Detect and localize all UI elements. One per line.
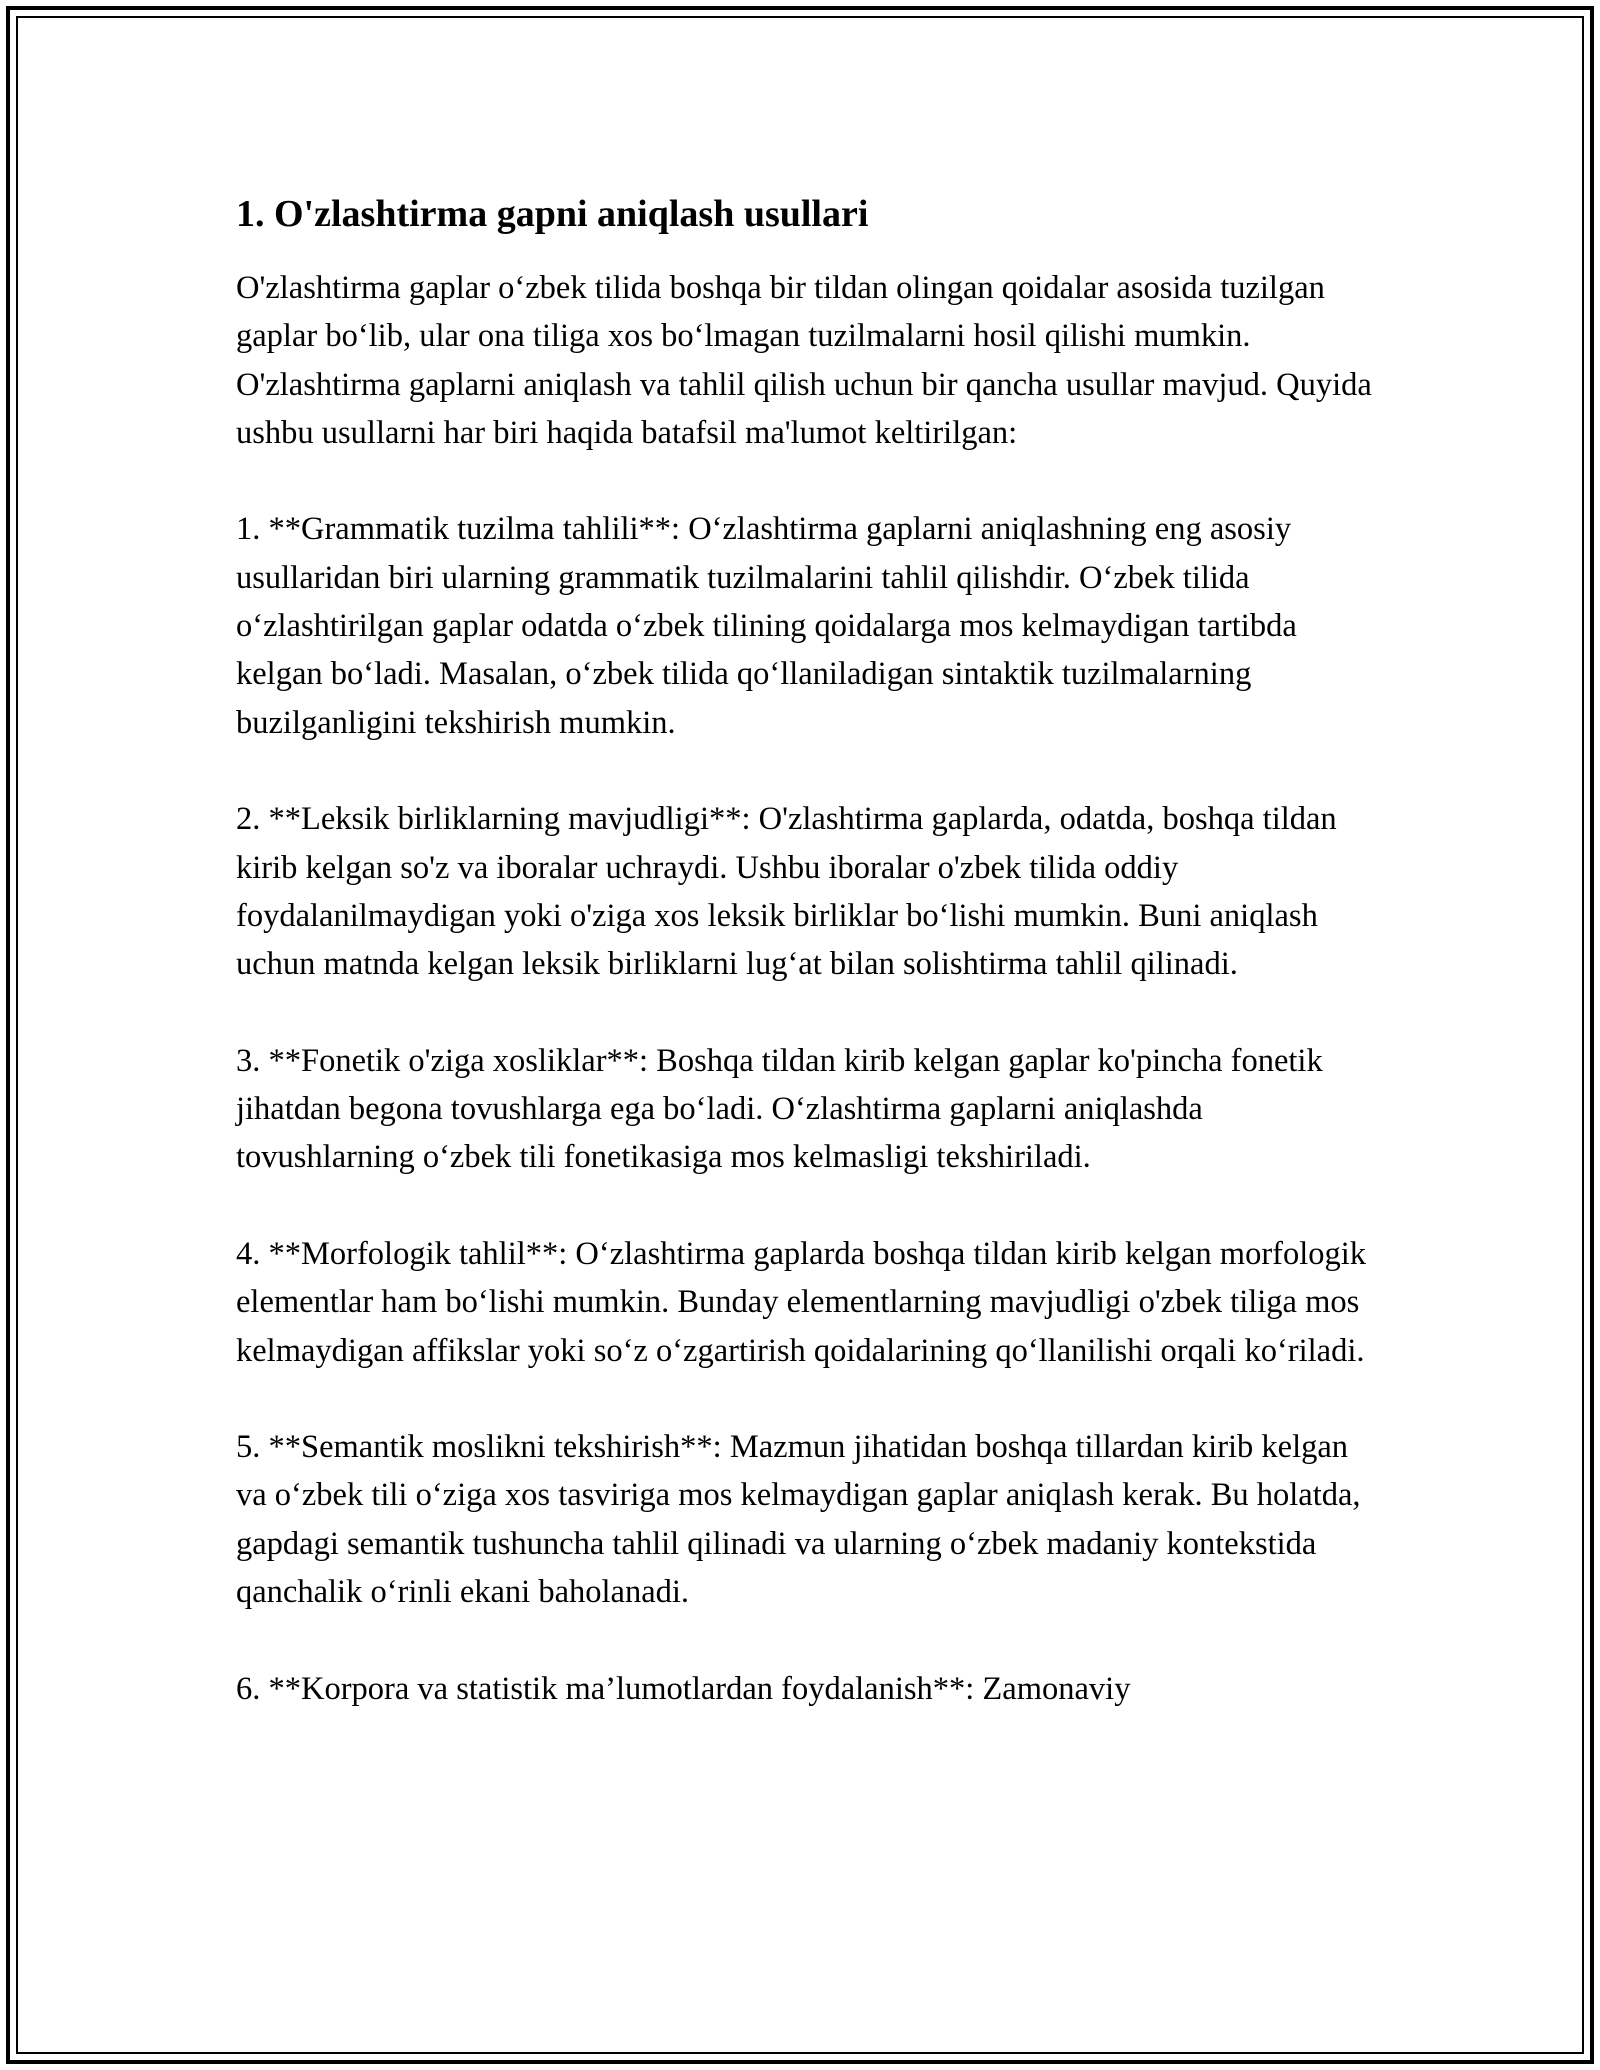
intro-paragraph: O'zlashtirma gaplar o‘zbek tilida boshqa bir tildan olingan qoidalar asosida tuzilgan gaplar bo‘lib, ular ona tiliga xos bo‘lmagan tuzilmalarni hosil qilishi mumkin. O'zlashtirma gaplarni aniqlash va tahlil qilish uchun bir qancha usullar mavjud. Quyida ushbu usullarni har biri haqida batafsil ma'lumot keltirilgan: — [236, 270, 1372, 451]
document-heading: 1. O'zlashtirma gapni aniqlash usullari — [236, 193, 869, 235]
method-3-paragraph: 3. **Fonetik o'ziga xosliklar**: Boshqa tildan kirib kelgan gaplar ko'pincha fonetik jihatdan begona tovushlarga ega bo‘ladi. O‘zlashtirma gaplarni aniqlashda tovushlarning o‘zbek tili fonetikasiga mos kelmasligi tekshiriladi. — [236, 1042, 1323, 1176]
document-body — [236, 186, 1386, 1761]
method-4-paragraph: 4. **Morfologik tahlil**: O‘zlashtirma gaplarda boshqa tildan kirib kelgan morfologik elementlar ham bo‘lishi mumkin. Bunday elementlarning mavjudligi o'zbek tiliga mos kelmaydigan affikslar yoki so‘z o‘zgartirish qoidalarining qo‘llanilishi orqali ko‘riladi. — [236, 1235, 1367, 1369]
method-5-paragraph: 5. **Semantik moslikni tekshirish**: Mazmun jihatidan boshqa tillardan kirib kelgan va o‘zbek tili o‘ziga xos tasviriga mos kelmaydigan gaplar aniqlash kerak. Bu holatda, gapdagi semantik tushuncha tahlil qilinadi va ularning o‘zbek madaniy kontekstida qanchalik o‘rinli ekani baholanadi. — [236, 1429, 1361, 1611]
method-2-paragraph: 2. **Leksik birliklarning mavjudligi**: O'zlashtirma gaplarda, odatda, boshqa tildan kirib kelgan so'z va iboralar uchraydi. Ushbu iboralar o'zbek tilida oddiy foydalanilmaydigan yoki o'ziga xos leksik birliklar bo‘lishi mumkin. Buni aniqlash uchun matnda kelgan leksik birliklarni lug‘at bilan solishtirma tahlil qilinadi. — [236, 801, 1337, 983]
method-1-paragraph: 1. **Grammatik tuzilma tahlili**: O‘zlashtirma gaplarni aniqlashning eng asosiy usullaridan biri ularning grammatik tuzilmalarini tahlil qilishdir. O‘zbek tilida o‘zlashtirilgan gaplar odatda o‘zbek tilining qoidalarga mos kelmaydigan tartibda kelgan bo‘ladi. Masalan, o‘zbek tilida qo‘llaniladigan sintaktik tuzilmalarning buzilganligini tekshirish mumkin. — [236, 511, 1297, 741]
method-6-paragraph: 6. **Korpora va statistik ma’lumotlardan foydalanish**: Zamonaviy — [236, 1670, 1131, 1707]
